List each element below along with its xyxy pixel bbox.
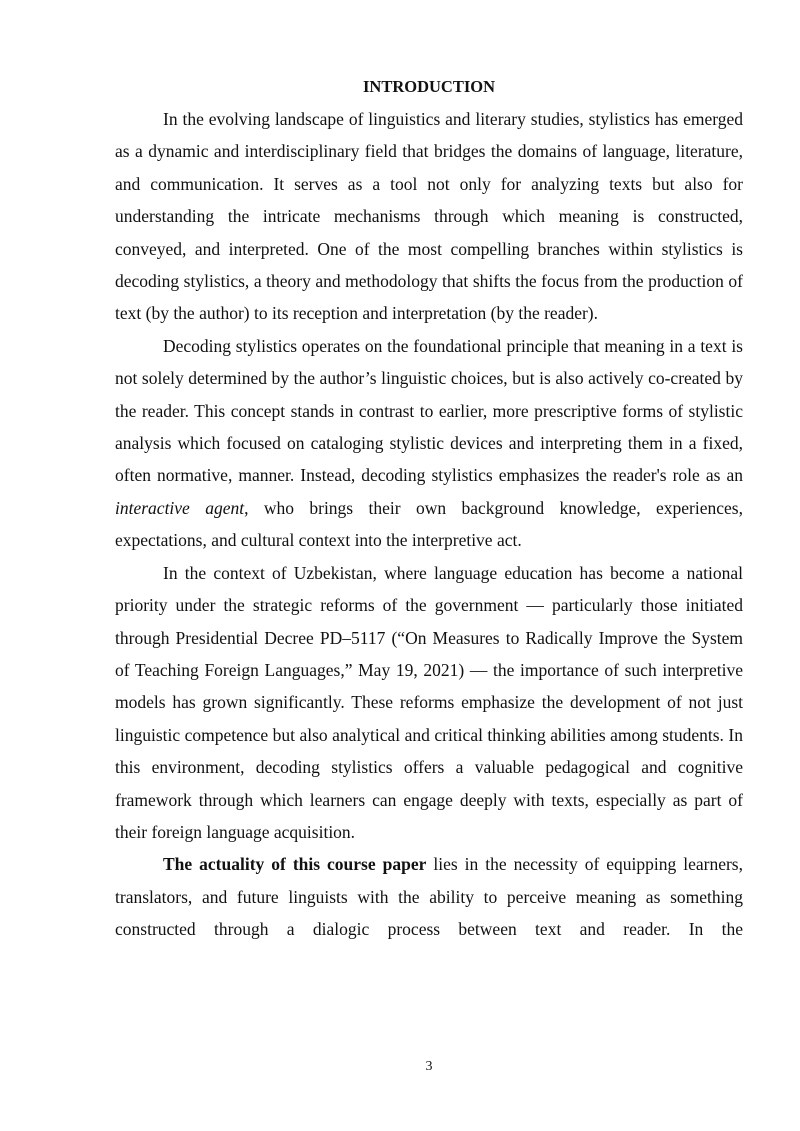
paragraph-text: In the evolving landscape of linguistics and literary studies, stylistics has emerged as a dynamic and interdisciplinary field that bridges the domains of language, literature, and communication. It serves as a tool not only for analyzing texts but also for understanding the intricate mechanisms through which meaning is constructed, conveyed, and interpreted. One of the most compelling branches within stylistics is decoding stylistics, a theory and methodology that shifts the focus from the production of text (by the author) to its reception and interpretation (by the reader).	[115, 109, 743, 324]
page-number: 3	[425, 1059, 433, 1074]
paragraph-text: lies in the necessity of equipping learners, translators, and future linguists with the ability to perceive meaning as something constructed through a dialogic process between text and reader. In the	[115, 854, 743, 940]
paragraph-text: Decoding stylistics operates on the foundational principle that meaning in a text is not solely determined by the author’s linguistic choices, but is also actively co-created by the reader. This concept stands in contrast to earlier, more prescriptive forms of stylistic analysis which focused on cataloging stylistic devices and interpreting them in a fixed, often normative, manner. Instead, decoding stylistics emphasizes the reader's role as an	[115, 335, 743, 486]
paragraph-uzbekistan-context	[115, 557, 743, 849]
paragraph-text: , who brings their own background knowledge, experiences, expectations, and cultural context into the interpretive act.	[115, 497, 743, 551]
paragraph-intro	[115, 103, 743, 330]
section-heading: INTRODUCTION	[362, 77, 496, 96]
paragraph-actuality	[115, 848, 743, 945]
paragraph-decoding-stylistics	[115, 330, 743, 557]
body-text	[115, 103, 743, 946]
bold-term: The actuality of this course paper	[163, 854, 427, 875]
italic-term: interactive agent	[115, 497, 245, 518]
paragraph-text: In the context of Uzbekistan, where language education has become a national priority under the strategic reforms of the government — particularly those initiated through Presidential Decree PD–5117 (“On Measures to Radically Improve the System of Teaching Foreign Languages,” May 19, 2021) — the importance of such interpretive models has grown significantly. These reforms emphasize the development of not just linguistic competence but also analytical and critical thinking abilities among students. In this environment, decoding stylistics offers a valuable pedagogical and cognitive framework through which learners can engage deeply with texts, especially as part of their foreign language acquisition.	[115, 562, 743, 842]
